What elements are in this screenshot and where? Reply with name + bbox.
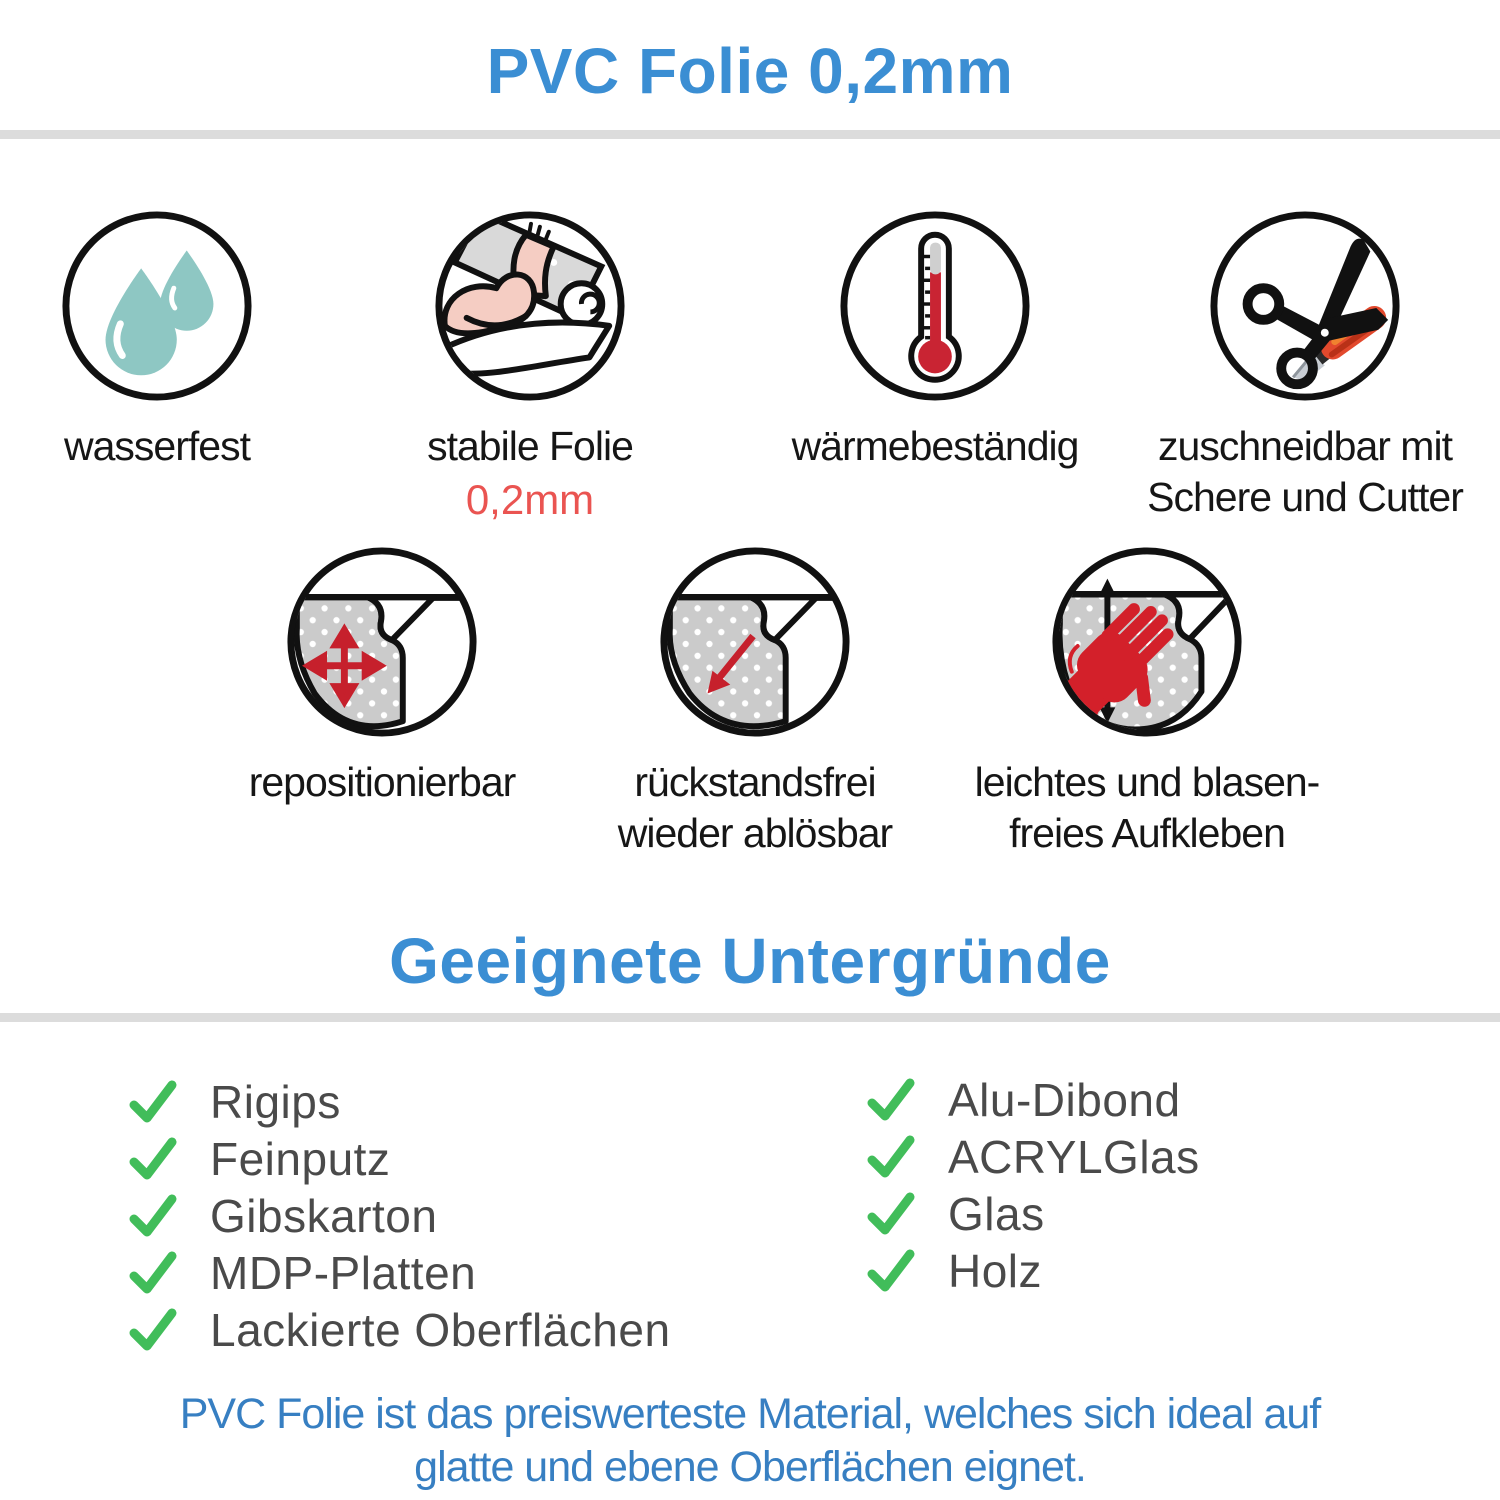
check-icon [126,1189,180,1243]
check-icon [126,1303,180,1357]
surface-item-mdp-platten [126,1245,476,1301]
water-drops-icon [58,207,256,405]
feature-leichtes-aufkleben [962,543,1332,861]
feature-label: stabile Folie [427,423,633,469]
surface-label: Lackierte Oberflächen [210,1304,671,1356]
surface-label: Gibskarton [210,1190,438,1242]
surface-label: Glas [948,1188,1045,1240]
surface-label: Feinputz [210,1133,391,1185]
surface-item-feinputz [126,1131,390,1187]
feature-label-line2: wieder ablösbar [617,810,893,856]
surface-item-alu-dibond [864,1072,1181,1128]
surface-item-gibskarton [126,1188,437,1244]
surface-item-holz [864,1243,1042,1299]
feature-label: leichtes und blasen- [974,759,1320,805]
surface-label: Rigips [210,1076,341,1128]
feature-label: wasserfest [64,423,250,469]
film-hand-smoothing-icon [1048,543,1246,741]
scissors-cutter-icon [1206,207,1404,405]
feature-wasserfest [0,207,317,474]
feature-label: zuschneidbar mit [1158,423,1452,469]
feature-label: rückstandsfrei [634,759,876,805]
check-icon [864,1130,918,1184]
surface-item-glas [864,1186,1045,1242]
surface-label: MDP-Platten [210,1247,477,1299]
feature-label: wärmebeständig [791,423,1079,469]
feature-rueckstandsfrei [570,543,940,861]
surface-label: Holz [948,1245,1043,1297]
muscle-arm-film-roll-icon [431,207,629,405]
page-title: PVC Folie 0,2mm [486,35,1014,107]
divider-surfaces [0,1013,1500,1022]
footer-line2: glatte und ebene Oberflächen eignet. [414,1443,1086,1491]
feature-zuschneidbar [1145,207,1465,525]
thermometer-icon [836,207,1034,405]
feature-waermebestaendig [775,207,1095,474]
check-icon [864,1187,918,1241]
check-icon [126,1075,180,1129]
surface-label: ACRYLGlas [948,1131,1200,1183]
footer-line1: PVC Folie ist das preiswerteste Material, welches sich ideal auf [179,1390,1321,1438]
feature-stabile-folie [370,207,690,524]
feature-sublabel-thickness: 0,2mm [465,476,595,523]
surface-item-rigips [126,1074,341,1130]
film-move-arrows-icon [283,543,481,741]
feature-label: repositionierbar [248,759,516,805]
footer-note [0,1388,1500,1494]
check-icon [126,1246,180,1300]
check-icon [864,1244,918,1298]
divider-top [0,130,1500,139]
check-icon [864,1073,918,1127]
feature-label-line2: freies Aufkleben [1009,810,1285,856]
surface-item-acrylglas [864,1129,1200,1185]
feature-label-line2: Schere und Cutter [1147,474,1463,520]
feature-repositionierbar [197,543,567,810]
film-peel-arrow-icon [656,543,854,741]
surface-label: Alu-Dibond [948,1074,1181,1126]
check-icon [126,1132,180,1186]
section-title-untergruende: Geeignete Untergründe [389,925,1111,997]
surface-item-lackierte-oberflaechen [126,1302,671,1358]
